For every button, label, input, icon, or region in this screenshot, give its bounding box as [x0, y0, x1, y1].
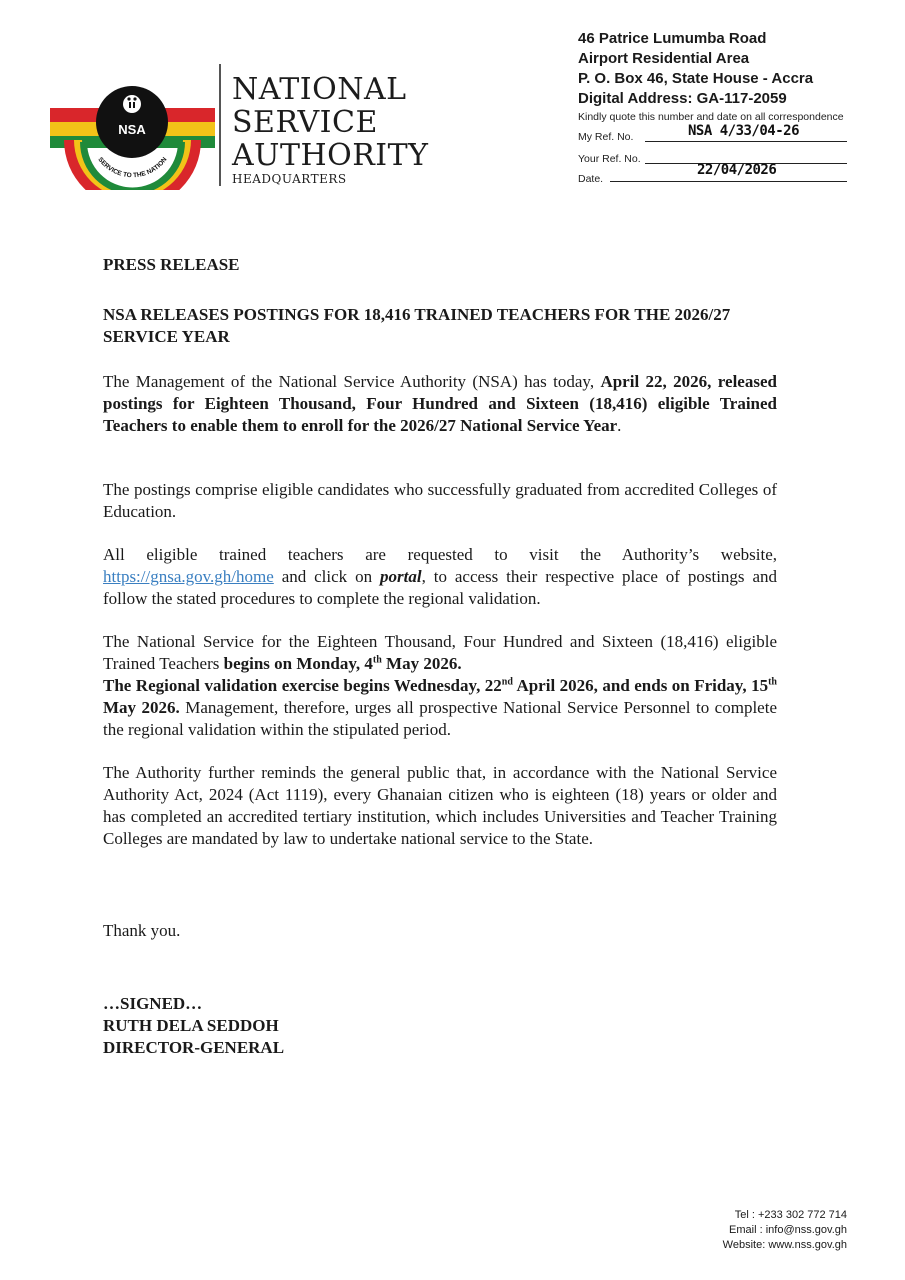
- portal-website-link[interactable]: https://gnsa.gov.gh/home: [103, 567, 274, 586]
- paragraph-instructions: All eligible trained teachers are requested to visit the Authority’s website, https://gnsa.gov.gh/home and click on portal, to access their respective place of postings and follow the stated procedures to complete the regional validation.: [103, 545, 777, 608]
- date-label: Date.: [578, 173, 604, 185]
- signed-note: …SIGNED…: [103, 994, 203, 1013]
- address-block: 46 Patrice Lumumba Road Airport Residential Area P. O. Box 46, State House - Accra Digital Address: GA-117-2059: [578, 30, 814, 107]
- footer-tel: Tel : +233 302 772 714: [734, 1209, 847, 1221]
- footer-website: Website: www.nss.gov.gh: [722, 1239, 847, 1251]
- paragraph-public-reminder: The Authority further reminds the general public that, in accordance with the National Service Authority Act, 2024 (Act 1119), every Ghanaian citizen who is eighteen (18) years or older and has completed an accredited tertiary institution, which includes Universities and Teacher Training Colleges are mandated by law to undertake national service to the State.: [103, 763, 777, 848]
- signer-title: DIRECTOR-GENERAL: [103, 1038, 285, 1057]
- contact-footer: [723, 1208, 847, 1253]
- logo-divider: [219, 64, 221, 186]
- my-ref-value: NSA 4/33/04-26: [688, 123, 800, 139]
- document-type-heading: PRESS RELEASE: [103, 255, 240, 274]
- paragraph-service-dates: The National Service for the Eighteen Thousand, Four Hundred and Sixteen (18,416) eligible Trained Teachers begins on Monday, 4th May 2026. The Regional validation exercise begins Wednesday, 22nd April 2026, and ends on Friday, 15th May 2026. Management, therefore, urges all prospective National Service Personnel to complete the regional validation within the stipulated period.: [103, 632, 777, 739]
- date-line: [610, 181, 847, 182]
- closing-thanks: Thank you.: [103, 921, 181, 940]
- org-name: NATIONAL SERVICE AUTHORITY: [232, 72, 429, 173]
- org-subtitle: HEADQUARTERS: [232, 172, 347, 186]
- paragraph-postings: The postings comprise eligible candidates who successfully graduated from accredited Colleges of Education.: [103, 480, 777, 521]
- logo-motto: SERVICE TO THE NATION: [96, 156, 169, 180]
- signer-name: RUTH DELA SEDDOH: [103, 1016, 279, 1035]
- document-title: NSA RELEASES POSTINGS FOR 18,416 TRAINED TEACHERS FOR THE 2026/27 SERVICE YEAR: [103, 305, 731, 346]
- nsa-logo: [50, 82, 215, 190]
- date-value: 22/04/2026: [697, 162, 777, 178]
- quote-note: Kindly quote this number and date on all correspondence: [578, 111, 844, 123]
- logo-text: NSA: [118, 122, 146, 137]
- footer-email: Email : info@nss.gov.gh: [729, 1224, 847, 1236]
- my-ref-line: [645, 141, 847, 142]
- my-ref-label: My Ref. No.: [578, 131, 634, 143]
- signature-block: [103, 993, 777, 1059]
- your-ref-label: Your Ref. No.: [578, 153, 641, 165]
- paragraph-announcement: The Management of the National Service Authority (NSA) has today, April 22, 2026, released postings for Eighteen Thousand, Four Hundred and Sixteen (18,416) eligible Trained Teachers to enable them to enroll for the 2026/27 National Service Year.: [103, 372, 777, 435]
